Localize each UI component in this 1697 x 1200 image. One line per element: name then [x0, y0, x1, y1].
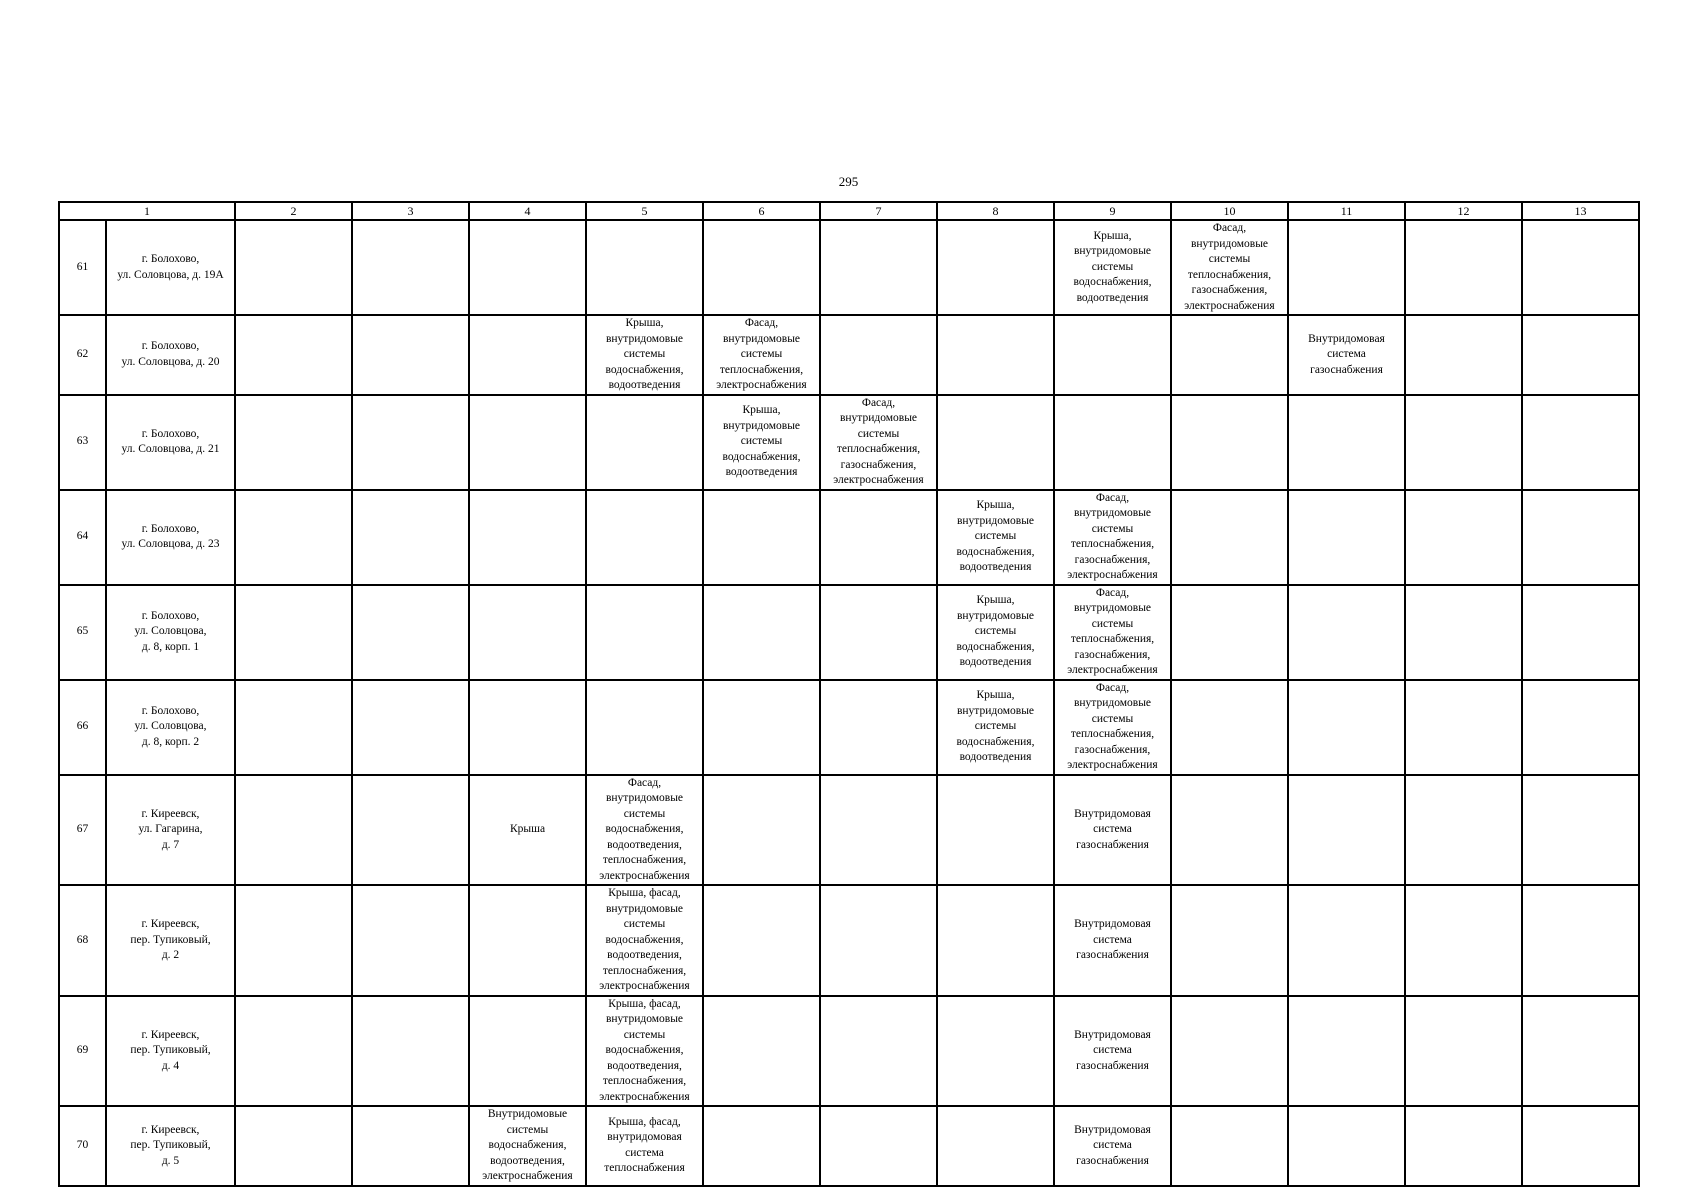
work-cell-col-11: [1288, 885, 1405, 996]
work-cell-col-4: [469, 885, 586, 996]
table-row: [59, 395, 1639, 490]
work-cell-col-5: Фасад, внутридомовые системы водоснабжения, водоотведения, теплоснабжения, электроснабжения: [586, 775, 703, 886]
address-cell: г. Болохово, ул. Соловцова, д. 8, корп. 2: [106, 680, 235, 775]
row-number: 61: [59, 220, 106, 315]
work-cell-col-13: [1522, 996, 1639, 1107]
row-number: 68: [59, 885, 106, 996]
work-cell-col-13: [1522, 680, 1639, 775]
work-cell-col-2: [235, 680, 352, 775]
work-cell-col-2: [235, 490, 352, 585]
table-row: [59, 490, 1639, 585]
row-number: 64: [59, 490, 106, 585]
header-cell: 4: [469, 202, 586, 220]
work-cell-col-2: [235, 1106, 352, 1186]
address-cell: г. Болохово, ул. Соловцова, д. 21: [106, 395, 235, 490]
address-cell: г. Киреевск, ул. Гагарина, д. 7: [106, 775, 235, 886]
work-cell-col-3: [352, 490, 469, 585]
work-cell-col-3: [352, 585, 469, 680]
work-cell-col-9: [1054, 315, 1171, 395]
header-cell: 12: [1405, 202, 1522, 220]
work-cell-col-9: Внутридомовая система газоснабжения: [1054, 1106, 1171, 1186]
header-cell: 9: [1054, 202, 1171, 220]
work-cell-col-12: [1405, 775, 1522, 886]
work-cell-col-8: Крыша, внутридомовые системы водоснабжения, водоотведения: [937, 490, 1054, 585]
work-cell-col-8: [937, 315, 1054, 395]
work-cell-col-9: Внутридомовая система газоснабжения: [1054, 775, 1171, 886]
work-cell-col-12: [1405, 490, 1522, 585]
work-cell-col-13: [1522, 220, 1639, 315]
work-cell-col-3: [352, 315, 469, 395]
work-cell-col-4: [469, 585, 586, 680]
work-cell-col-12: [1405, 1106, 1522, 1186]
address-cell: г. Болохово, ул. Соловцова, д. 20: [106, 315, 235, 395]
address-cell: г. Киреевск, пер. Тупиковый, д. 5: [106, 1106, 235, 1186]
work-cell-col-6: [703, 220, 820, 315]
work-cell-col-11: [1288, 220, 1405, 315]
row-number: 63: [59, 395, 106, 490]
table-row: [59, 775, 1639, 886]
header-cell: 1: [59, 202, 235, 220]
work-cell-col-2: [235, 220, 352, 315]
row-number: 70: [59, 1106, 106, 1186]
header-cell: 5: [586, 202, 703, 220]
work-cell-col-7: [820, 220, 937, 315]
work-cell-col-10: [1171, 996, 1288, 1107]
work-cell-col-11: Внутридомовая система газоснабжения: [1288, 315, 1405, 395]
work-cell-col-8: [937, 220, 1054, 315]
work-cell-col-5: Крыша, фасад, внутридомовые системы водоснабжения, водоотведения, теплоснабжения, электроснабжения: [586, 996, 703, 1107]
work-cell-col-9: Крыша, внутридомовые системы водоснабжения, водоотведения: [1054, 220, 1171, 315]
address-cell: г. Киреевск, пер. Тупиковый, д. 4: [106, 996, 235, 1107]
work-cell-col-3: [352, 1106, 469, 1186]
work-cell-col-8: [937, 885, 1054, 996]
row-number: 65: [59, 585, 106, 680]
work-cell-col-13: [1522, 775, 1639, 886]
work-cell-col-9: Внутридомовая система газоснабжения: [1054, 996, 1171, 1107]
work-cell-col-10: [1171, 1106, 1288, 1186]
work-cell-col-3: [352, 680, 469, 775]
work-cell-col-11: [1288, 775, 1405, 886]
work-cell-col-6: [703, 585, 820, 680]
work-cell-col-7: [820, 1106, 937, 1186]
work-cell-col-12: [1405, 680, 1522, 775]
work-cell-col-10: [1171, 680, 1288, 775]
work-cell-col-8: [937, 1106, 1054, 1186]
address-cell: г. Болохово, ул. Соловцова, д. 19А: [106, 220, 235, 315]
work-cell-col-11: [1288, 395, 1405, 490]
work-cell-col-10: [1171, 395, 1288, 490]
work-cell-col-5: [586, 680, 703, 775]
work-cell-col-2: [235, 996, 352, 1107]
work-cell-col-4: [469, 220, 586, 315]
work-cell-col-6: [703, 885, 820, 996]
work-cell-col-11: [1288, 1106, 1405, 1186]
header-cell: 13: [1522, 202, 1639, 220]
schedule-table: [58, 201, 1640, 1187]
work-cell-col-6: [703, 996, 820, 1107]
header-cell: 3: [352, 202, 469, 220]
work-cell-col-9: Внутридомовая система газоснабжения: [1054, 885, 1171, 996]
table-row: [59, 885, 1639, 996]
work-cell-col-13: [1522, 585, 1639, 680]
work-cell-col-8: Крыша, внутридомовые системы водоснабжения, водоотведения: [937, 680, 1054, 775]
work-cell-col-2: [235, 395, 352, 490]
work-cell-col-7: [820, 885, 937, 996]
work-cell-col-5: Крыша, внутридомовые системы водоснабжения, водоотведения: [586, 315, 703, 395]
work-cell-col-12: [1405, 220, 1522, 315]
work-cell-col-8: [937, 996, 1054, 1107]
work-cell-col-7: [820, 680, 937, 775]
work-cell-col-12: [1405, 585, 1522, 680]
work-cell-col-12: [1405, 315, 1522, 395]
work-cell-col-9: Фасад, внутридомовые системы теплоснабжения, газоснабжения, электроснабжения: [1054, 585, 1171, 680]
work-cell-col-3: [352, 775, 469, 886]
work-cell-col-7: [820, 315, 937, 395]
address-cell: г. Болохово, ул. Соловцова, д. 8, корп. 1: [106, 585, 235, 680]
table-row: [59, 220, 1639, 315]
table-row: [59, 585, 1639, 680]
work-cell-col-8: Крыша, внутридомовые системы водоснабжения, водоотведения: [937, 585, 1054, 680]
work-cell-col-5: Крыша, фасад, внутридомовые системы водоснабжения, водоотведения, теплоснабжения, электроснабжения: [586, 885, 703, 996]
work-cell-col-9: Фасад, внутридомовые системы теплоснабжения, газоснабжения, электроснабжения: [1054, 680, 1171, 775]
header-cell: 6: [703, 202, 820, 220]
work-cell-col-6: [703, 775, 820, 886]
work-cell-col-12: [1405, 885, 1522, 996]
work-cell-col-4: [469, 395, 586, 490]
work-cell-col-6: Фасад, внутридомовые системы теплоснабжения, электроснабжения: [703, 315, 820, 395]
row-number: 62: [59, 315, 106, 395]
header-cell: 10: [1171, 202, 1288, 220]
header-cell: 11: [1288, 202, 1405, 220]
work-cell-col-4: Внутридомовые системы водоснабжения, водоотведения, электроснабжения: [469, 1106, 586, 1186]
table-row: [59, 680, 1639, 775]
work-cell-col-6: [703, 680, 820, 775]
work-cell-col-3: [352, 220, 469, 315]
row-number: 67: [59, 775, 106, 886]
work-cell-col-11: [1288, 996, 1405, 1107]
work-cell-col-4: [469, 315, 586, 395]
work-cell-col-5: [586, 490, 703, 585]
work-cell-col-2: [235, 775, 352, 886]
work-cell-col-7: [820, 775, 937, 886]
work-cell-col-5: [586, 395, 703, 490]
work-cell-col-7: [820, 585, 937, 680]
work-cell-col-7: [820, 490, 937, 585]
work-cell-col-13: [1522, 1106, 1639, 1186]
work-cell-col-3: [352, 395, 469, 490]
work-cell-col-13: [1522, 490, 1639, 585]
work-cell-col-11: [1288, 680, 1405, 775]
header-cell: 7: [820, 202, 937, 220]
table-row: [59, 1106, 1639, 1186]
row-number: 69: [59, 996, 106, 1107]
header-row: [59, 202, 1639, 220]
work-cell-col-2: [235, 585, 352, 680]
work-cell-col-4: Крыша: [469, 775, 586, 886]
work-cell-col-6: [703, 1106, 820, 1186]
work-cell-col-8: [937, 395, 1054, 490]
work-cell-col-6: [703, 490, 820, 585]
work-cell-col-12: [1405, 996, 1522, 1107]
work-cell-col-8: [937, 775, 1054, 886]
work-cell-col-7: [820, 996, 937, 1107]
work-cell-col-6: Крыша, внутридомовые системы водоснабжения, водоотведения: [703, 395, 820, 490]
work-cell-col-10: [1171, 585, 1288, 680]
work-cell-col-11: [1288, 585, 1405, 680]
work-cell-col-7: Фасад, внутридомовые системы теплоснабжения, газоснабжения, электроснабжения: [820, 395, 937, 490]
work-cell-col-4: [469, 680, 586, 775]
header-cell: 8: [937, 202, 1054, 220]
work-cell-col-5: [586, 585, 703, 680]
work-cell-col-13: [1522, 395, 1639, 490]
work-cell-col-2: [235, 315, 352, 395]
work-cell-col-10: Фасад, внутридомовые системы теплоснабжения, газоснабжения, электроснабжения: [1171, 220, 1288, 315]
table-row: [59, 315, 1639, 395]
address-cell: г. Болохово, ул. Соловцова, д. 23: [106, 490, 235, 585]
work-cell-col-4: [469, 996, 586, 1107]
work-cell-col-12: [1405, 395, 1522, 490]
work-cell-col-3: [352, 996, 469, 1107]
work-cell-col-9: Фасад, внутридомовые системы теплоснабжения, газоснабжения, электроснабжения: [1054, 490, 1171, 585]
work-cell-col-5: [586, 220, 703, 315]
work-cell-col-10: [1171, 490, 1288, 585]
work-cell-col-11: [1288, 490, 1405, 585]
work-cell-col-4: [469, 490, 586, 585]
address-cell: г. Киреевск, пер. Тупиковый, д. 2: [106, 885, 235, 996]
page-number: 295: [838, 174, 859, 189]
work-cell-col-13: [1522, 315, 1639, 395]
row-number: 66: [59, 680, 106, 775]
work-cell-col-10: [1171, 315, 1288, 395]
header-cell: 2: [235, 202, 352, 220]
work-cell-col-10: [1171, 775, 1288, 886]
work-cell-col-10: [1171, 885, 1288, 996]
table-row: [59, 996, 1639, 1107]
work-cell-col-9: [1054, 395, 1171, 490]
work-cell-col-3: [352, 885, 469, 996]
work-cell-col-2: [235, 885, 352, 996]
work-cell-col-5: Крыша, фасад, внутридомовая система теплоснабжения: [586, 1106, 703, 1186]
work-cell-col-13: [1522, 885, 1639, 996]
